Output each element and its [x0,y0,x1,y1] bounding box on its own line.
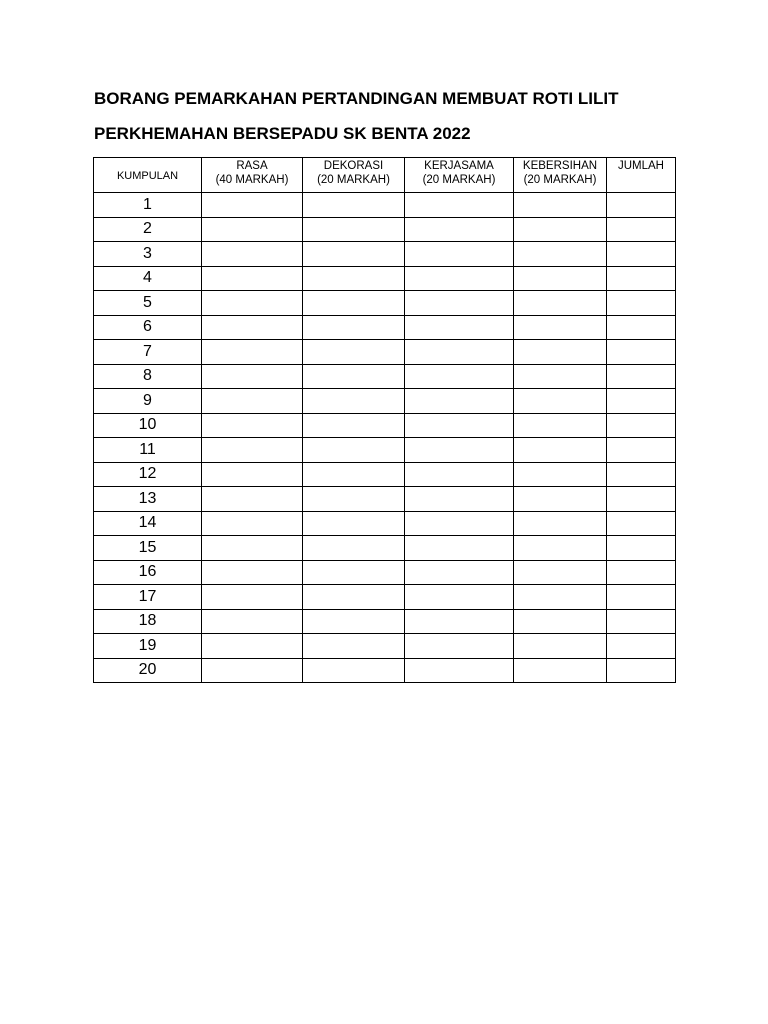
kerjasama-cell [405,438,514,463]
kumpulan-number: 9 [94,389,202,414]
rasa-cell [202,364,303,389]
kebersihan-cell [514,217,607,242]
kumpulan-number: 17 [94,585,202,610]
jumlah-cell [607,389,676,414]
score-table [93,157,676,683]
jumlah-cell [607,340,676,365]
table-row [94,560,676,585]
dekorasi-cell [303,389,405,414]
jumlah-cell [607,413,676,438]
table-row [94,389,676,414]
kebersihan-cell [514,438,607,463]
jumlah-cell [607,585,676,610]
kerjasama-cell [405,585,514,610]
score-table-body [94,193,676,683]
dekorasi-cell [303,315,405,340]
kerjasama-cell [405,487,514,512]
jumlah-cell [607,560,676,585]
rasa-cell [202,462,303,487]
kumpulan-number: 11 [94,438,202,463]
rasa-cell [202,511,303,536]
dekorasi-cell [303,462,405,487]
kebersihan-cell [514,364,607,389]
table-row [94,462,676,487]
table-row [94,364,676,389]
dekorasi-cell [303,364,405,389]
table-row [94,658,676,683]
kumpulan-number: 13 [94,487,202,512]
kebersihan-cell [514,609,607,634]
jumlah-cell [607,193,676,218]
kumpulan-number: 15 [94,536,202,561]
header-dekorasi: DEKORASI (20 MARKAH) [303,158,405,193]
rasa-cell [202,217,303,242]
jumlah-cell [607,438,676,463]
dekorasi-cell [303,658,405,683]
jumlah-cell [607,242,676,267]
dekorasi-cell [303,242,405,267]
kumpulan-number: 16 [94,560,202,585]
jumlah-cell [607,511,676,536]
jumlah-cell [607,266,676,291]
table-row [94,438,676,463]
kumpulan-number: 12 [94,462,202,487]
kerjasama-cell [405,658,514,683]
form-title: BORANG PEMARKAHAN PERTANDINGAN MEMBUAT ROTI LILIT [94,89,619,108]
kerjasama-cell [405,634,514,659]
rasa-cell [202,413,303,438]
rasa-cell [202,658,303,683]
kerjasama-cell [405,266,514,291]
jumlah-cell [607,487,676,512]
kebersihan-cell [514,585,607,610]
header-kerjasama: KERJASAMA (20 MARKAH) [405,158,514,193]
header-kumpulan: KUMPULAN [94,158,202,193]
kumpulan-number: 5 [94,291,202,316]
dekorasi-cell [303,193,405,218]
rasa-cell [202,609,303,634]
kebersihan-cell [514,315,607,340]
kerjasama-cell [405,291,514,316]
jumlah-cell [607,315,676,340]
rasa-cell [202,291,303,316]
rasa-cell [202,487,303,512]
kebersihan-cell [514,658,607,683]
header-rasa: RASA (40 MARKAH) [202,158,303,193]
rasa-cell [202,266,303,291]
kebersihan-cell [514,536,607,561]
dekorasi-cell [303,560,405,585]
dekorasi-cell [303,511,405,536]
jumlah-cell [607,291,676,316]
dekorasi-cell [303,217,405,242]
kerjasama-cell [405,315,514,340]
jumlah-cell [607,462,676,487]
kumpulan-number: 4 [94,266,202,291]
kumpulan-number: 20 [94,658,202,683]
header-kebersihan: KEBERSIHAN (20 MARKAH) [514,158,607,193]
kerjasama-cell [405,462,514,487]
jumlah-cell [607,609,676,634]
kumpulan-number: 8 [94,364,202,389]
rasa-cell [202,438,303,463]
table-row [94,193,676,218]
form-subtitle: PERKHEMAHAN BERSEPADU SK BENTA 2022 [94,124,471,143]
kebersihan-cell [514,462,607,487]
table-row [94,585,676,610]
rasa-cell [202,193,303,218]
dekorasi-cell [303,536,405,561]
kebersihan-cell [514,291,607,316]
table-row [94,315,676,340]
kerjasama-cell [405,242,514,267]
dekorasi-cell [303,585,405,610]
table-row [94,634,676,659]
kerjasama-cell [405,389,514,414]
kerjasama-cell [405,560,514,585]
kerjasama-cell [405,364,514,389]
dekorasi-cell [303,487,405,512]
kebersihan-cell [514,413,607,438]
rasa-cell [202,585,303,610]
kerjasama-cell [405,340,514,365]
dekorasi-cell [303,413,405,438]
jumlah-cell [607,634,676,659]
jumlah-cell [607,217,676,242]
kebersihan-cell [514,511,607,536]
header-jumlah: JUMLAH [607,158,676,193]
kebersihan-cell [514,487,607,512]
table-row [94,242,676,267]
rasa-cell [202,560,303,585]
rasa-cell [202,340,303,365]
kumpulan-number: 6 [94,315,202,340]
table-row [94,340,676,365]
dekorasi-cell [303,291,405,316]
kerjasama-cell [405,536,514,561]
kebersihan-cell [514,340,607,365]
kebersihan-cell [514,242,607,267]
kumpulan-number: 14 [94,511,202,536]
table-row [94,487,676,512]
jumlah-cell [607,658,676,683]
kebersihan-cell [514,266,607,291]
dekorasi-cell [303,634,405,659]
kebersihan-cell [514,193,607,218]
table-row [94,413,676,438]
kumpulan-number: 2 [94,217,202,242]
jumlah-cell [607,364,676,389]
kerjasama-cell [405,413,514,438]
dekorasi-cell [303,266,405,291]
rasa-cell [202,634,303,659]
table-row [94,536,676,561]
kebersihan-cell [514,560,607,585]
kumpulan-number: 18 [94,609,202,634]
jumlah-cell [607,536,676,561]
kerjasama-cell [405,609,514,634]
rasa-cell [202,536,303,561]
kumpulan-number: 3 [94,242,202,267]
table-row [94,217,676,242]
table-row [94,291,676,316]
kerjasama-cell [405,511,514,536]
rasa-cell [202,242,303,267]
kumpulan-number: 10 [94,413,202,438]
kerjasama-cell [405,217,514,242]
table-row [94,266,676,291]
rasa-cell [202,389,303,414]
kumpulan-number: 1 [94,193,202,218]
kerjasama-cell [405,193,514,218]
kebersihan-cell [514,634,607,659]
table-row [94,609,676,634]
dekorasi-cell [303,609,405,634]
kumpulan-number: 7 [94,340,202,365]
dekorasi-cell [303,438,405,463]
header-row [94,158,676,193]
kebersihan-cell [514,389,607,414]
rasa-cell [202,315,303,340]
dekorasi-cell [303,340,405,365]
kumpulan-number: 19 [94,634,202,659]
table-row [94,511,676,536]
